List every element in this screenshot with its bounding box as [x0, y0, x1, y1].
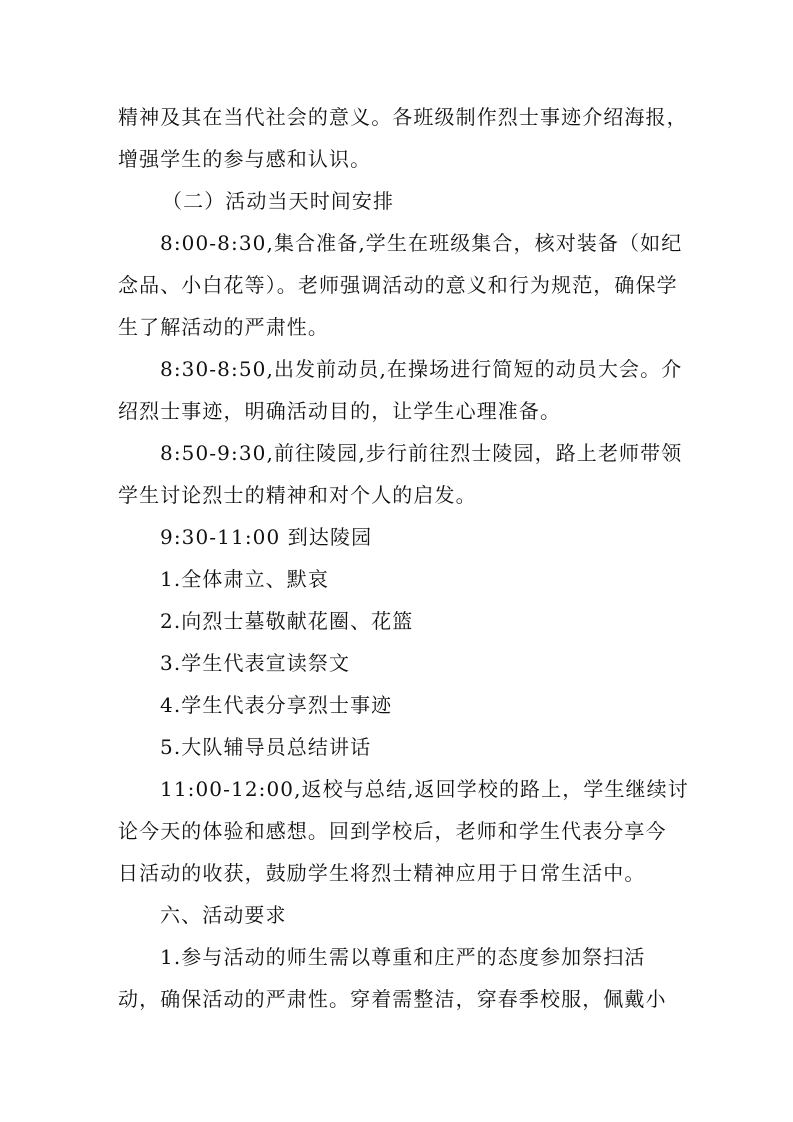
paragraph-line: 学生讨论烈士的精神和对个人的启发。: [118, 483, 477, 507]
paragraph-line: 论今天的体验和感想。回到学校后，老师和学生代表分享今: [118, 819, 667, 843]
section-heading: （二）活动当天时间安排: [162, 189, 395, 213]
list-item: 2.向烈士墓敬献花圈、花篮: [160, 609, 414, 633]
list-item: 1.全体肃立、默哀: [160, 567, 329, 591]
paragraph-line: 精神及其在当代社会的意义。各班级制作烈士事迹介绍海报，: [118, 105, 688, 129]
list-item: 5.大队辅导员总结讲话: [160, 735, 372, 759]
paragraph-line: 念品、小白花等）。老师强调活动的意义和行为规范，确保学: [118, 273, 678, 297]
section-heading: 六、活动要求: [160, 903, 287, 927]
paragraph-line: 绍烈士事迹，明确活动目的，让学生心理准备。: [118, 399, 562, 423]
paragraph-line: 1.参与活动的师生需以尊重和庄严的态度参加祭扫活: [160, 945, 646, 969]
list-item: 4.学生代表分享烈士事迹: [160, 693, 393, 717]
paragraph-line: 9:30-11:00 到达陵园: [160, 525, 373, 549]
paragraph-line: 8:00-8:30,集合准备,学生在班级集合，核对装备（如纪: [160, 231, 683, 255]
paragraph-line: 8:30-8:50,出发前动员,在操场进行简短的动员大会。介: [160, 357, 683, 381]
paragraph-line: 生了解活动的严肃性。: [118, 315, 329, 339]
paragraph-line: 日活动的收获，鼓励学生将烈士精神应用于日常生活中。: [118, 861, 646, 885]
paragraph-line: 动，确保活动的严肃性。穿着需整洁，穿春季校服，佩戴小: [118, 987, 667, 1011]
paragraph-line: 8:50-9:30,前往陵园,步行前往烈士陵园，路上老师带领: [160, 441, 683, 465]
paragraph-line: 增强学生的参与感和认识。: [118, 147, 372, 171]
paragraph-line: 11:00-12:00,返校与总结,返回学校的路上，学生继续讨: [160, 777, 689, 801]
list-item: 3.学生代表宣读祭文: [160, 651, 351, 675]
